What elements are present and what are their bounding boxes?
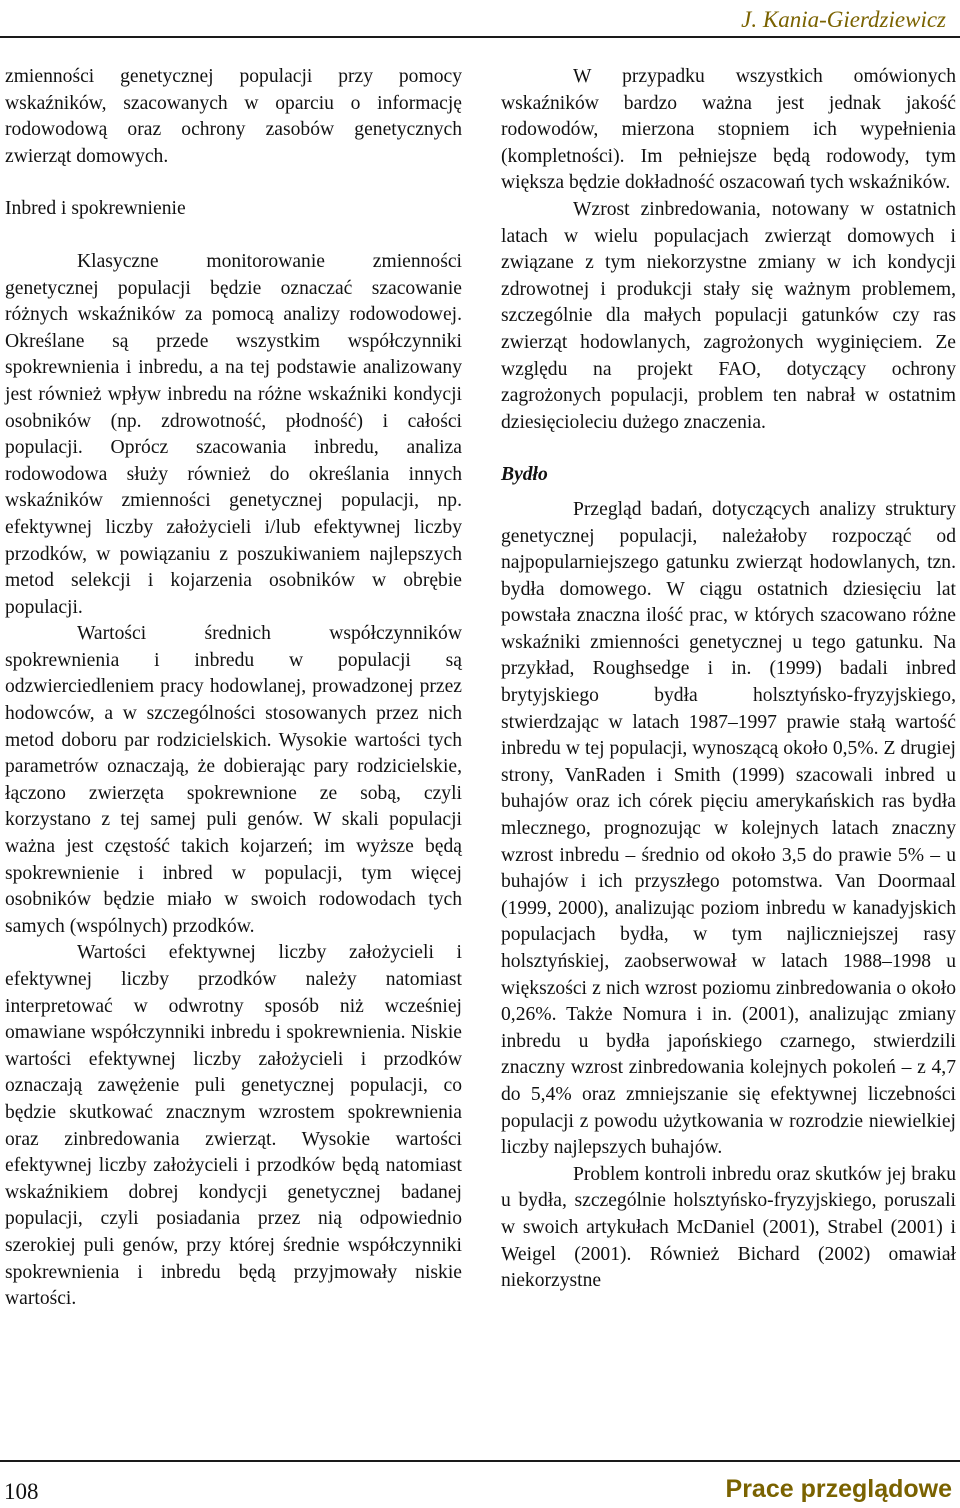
footer-section-label: Prace przeglądowe xyxy=(725,1475,952,1503)
page-number: 108 xyxy=(4,1479,39,1504)
right-paragraph-4: Problem kontroli inbredu oraz skutków jej braku u bydła, szczególnie holsztyńsko-fryzyjskiego, poruszali w swoich artykułach McDaniel (2001), Strabel (2001) i Weigel (2001). Również Bichard (2002) omawiał niekorzystne xyxy=(501,1163,956,1292)
right-paragraph-3: Przegląd badań, dotyczących analizy struktury genetycznej populacji, należałoby rozpocząć od najpopularniejszego gatunku zwierząt hodowlanych, tzn. bydła domowego. W ciągu ostatnich dziesięciu lat powstała znaczna ilość prac, w których szacowano różne wskaźniki zmienności genetycznej u tego gatunku. Na przykład, Roughsedge i in. (1999) badali inbred brytyjskiego bydła holsztyńsko-fryzyjskiego, stwierdzając w latach 1987–1997 prawie stałą wartość inbredu w tej populacji, wynoszącą około 0,5%. Z drugiej strony, VanRaden i Smith (1999) szacowali inbred u buhajów oraz ich córek pięciu amerykańskich ras bydła mlecznego, prognozując w kolejnych latach znaczny wzrost inbredu – średnio od około 3,5 do prawie 5% – u buhajów i ich przyszłego potomstwa. Van Doormaal (1999, 2000), analizując poziom inbredu w kanadyjskich populacjach bydła, w tym najliczniejszej rasy holsztyńskiej, zaobserwował w latach 1988–1998 u większości z nich wzrost poziomu zinbredowania o około 0,26%. Także Nomura i in. (2001), analizując zmiany inbredu u bydła japońskiego czarnego, stwierdzili znaczny wzrost zinbredowania kolejnych pokoleń – z 4,7 do 5,4% oraz zmniejszanie się efektywnej liczebności populacji z powodu użytkowania w rozrodzie niewielkiej liczby najlepszych buhajów. xyxy=(501,498,956,1159)
subsection-heading-bydlo: Bydło xyxy=(501,464,548,486)
left-continuation-paragraph: zmienności genetycznej populacji przy pomocy wskaźników, szacowanych w oparciu o informację rodowodową oraz ochrony zasobów genetycznych zwierząt domowych. xyxy=(5,66,462,167)
left-column xyxy=(5,64,462,1313)
header-rule xyxy=(0,36,960,38)
section-heading-inbred: Inbred i spokrewnienie xyxy=(5,198,186,220)
left-paragraph-1: Klasyczne monitorowanie zmienności genetycznej populacji będzie oznaczać szacowanie różnych wskaźników za pomocą analizy rodowodowej. Określane są przede wszystkim współczynniki spokrewnienia i inbredu, a na tej podstawie analizowany jest również wpływ inbredu na różne wskaźniki kondycji osobników (np. zdrowotność, płodność) i całości populacji. Oprócz szacowania inbredu, analiza rodowodowa służy również do określania innych wskaźników zmienności genetycznej populacji, np. efektywnej liczby założycieli i/lub efektywnej liczby przodków, w powiązaniu z poszukiwaniem najlepszych metod selekcji i kojarzenia osobników w obrębie populacji. xyxy=(5,250,462,618)
right-paragraph-1: W przypadku wszystkich omówionych wskaźników bardzo ważna jest jednak jakość rodowodów, mierzona stopniem ich wypełnienia (kompletności). Im pełniejsze będą rodowody, tym większa będzie dokładność oszacowań tych wskaźników. xyxy=(501,66,956,194)
footer-rule xyxy=(0,1460,960,1462)
left-paragraph-2: Wartości średnich współczynników spokrewnienia i inbredu w populacji są odzwierciedleniem pracy hodowlanej, prowadzonej przez hodowców, a w szczególności stosowanych przez nich metod doboru par rodzicielskich. Wysokie wartości tych parametrów oznaczają, że dobierając pary rodzicielskie, łączono zwierzęta spokrewnione ze sobą, czyli korzystano z tej samej puli genów. W skali populacji ważna jest częstość takich kojarzeń; im wyższe będą spokrewnienie i inbred w populacji, tym więcej osobników będzie miało w swoich rodowodach tych samych (wspólnych) przodków. xyxy=(5,623,462,937)
right-column xyxy=(501,64,956,1295)
left-paragraph-3: Wartości efektywnej liczby założycieli i efektywnej liczby przodków należy natomiast interpretować w odwrotny sposób niż wcześniej omawiane współczynniki inbredu i spokrewnienia. Niskie wartości efektywnej liczby założycieli i przodków oznaczają zawężenie puli genetycznej populacji, co będzie skutkować znacznym wzrostem spokrewnienia oraz zinbredowania zwierząt. Wysokie wartości efektywnej liczby założycieli i przodków będą natomiast wskaźnikiem dobrej kondycji genetycznej badanej populacji, czyli posiadania przez nią odpowiednio szerokiej puli genów, przy której średnie współczynniki spokrewnienia i inbredu będą przyjmowały niskie wartości. xyxy=(5,942,462,1310)
running-head-author: J. Kania-Gierdziewicz xyxy=(741,7,946,32)
right-paragraph-2: Wzrost zinbredowania, notowany w ostatnich latach w wielu populacjach zwierząt domowych i związane z tym niekorzystne zmiany w ich kondycji zdrowotnej i produkcji stały się ważnym problemem, szczególnie dla małych populacji gatunków czy ras zwierząt hodowlanych, zagrożonych wyginięciem. Ze względu na projekt FAO, dotyczący ochrony zagrożonych populacji, problem ten nabrał w ostatnim dziesięcioleciu dużego znaczenia. xyxy=(501,198,956,433)
